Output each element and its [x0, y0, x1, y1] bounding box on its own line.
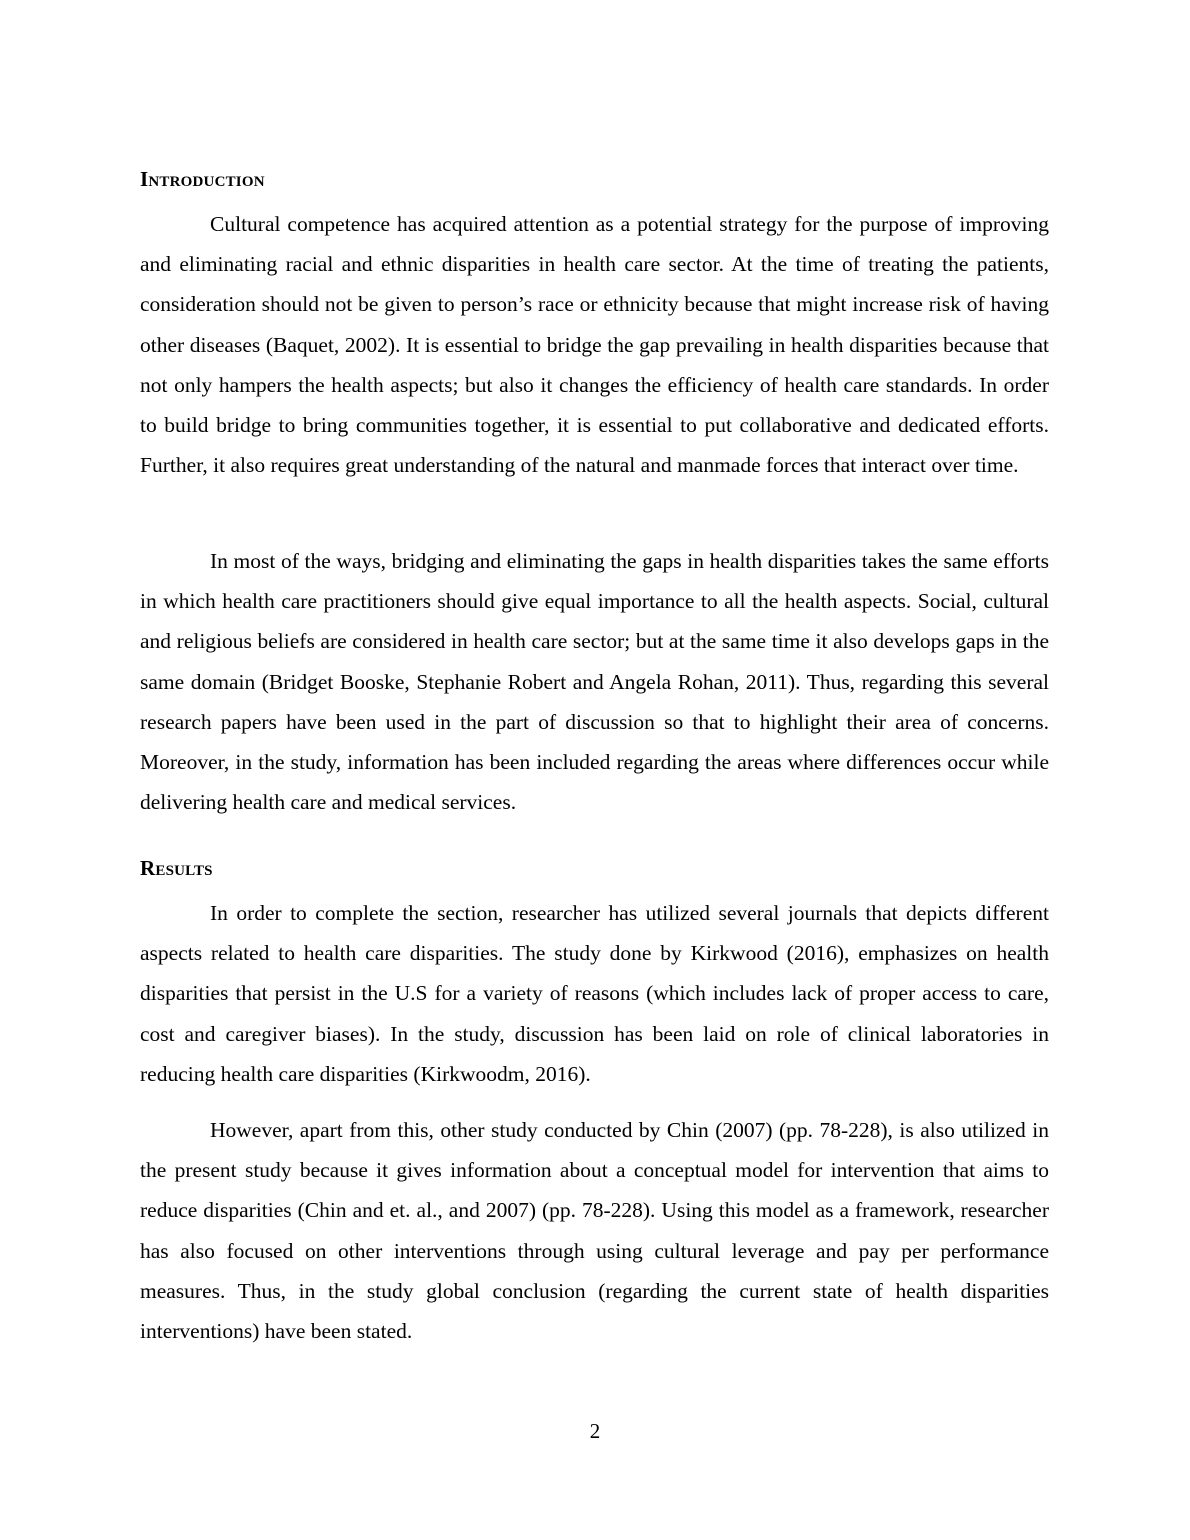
page-number: 2 — [589, 1419, 601, 1443]
results-heading: Results — [140, 856, 213, 880]
results-paragraph-1: In order to complete the section, researcher has utilized several journals that depicts different aspects related to health care disparities. The study done by Kirkwood (2016), emphasizes on health disparities that persist in the U.S for a variety of reasons (which includes lack of proper access to care, cost and caregiver biases). In the study, discussion has been laid on role of clinical laboratories in reducing health care disparities (Kirkwoodm, 2016). — [140, 901, 1049, 1086]
introduction-paragraph-1: Cultural competence has acquired attention as a potential strategy for the purpose of improving and eliminating racial and ethnic disparities in health care sector. At the time of treating the patients, consideration should not be given to person’s race or ethnicity because that might increase risk of having other diseases (Baquet, 2002). It is essential to bridge the gap prevailing in health disparities because that not only hampers the health aspects; but also it changes the efficiency of health care standards. In order to build bridge to bring communities together, it is essential to put collaborative and dedicated efforts. Further, it also requires great understanding of the natural and manmade forces that interact over time. — [140, 212, 1049, 478]
results-paragraph-2: However, apart from this, other study conducted by Chin (2007) (pp. 78-228), is also utilized in the present study because it gives information about a conceptual model for intervention that aims to reduce disparities (Chin and et. al., and 2007) (pp. 78-228). Using this model as a framework, researcher has also focused on other interventions through using cultural leverage and pay per performance measures. Thus, in the study global conclusion (regarding the current state of health disparities interventions) have been stated. — [140, 1118, 1049, 1344]
introduction-paragraph-2: In most of the ways, bridging and eliminating the gaps in health disparities takes the same efforts in which health care practitioners should give equal importance to all the health aspects. Social, cultural and religious beliefs are considered in health care sector; but at the same time it also develops gaps in the same domain (Bridget Booske, Stephanie Robert and Angela Rohan, 2011). Thus, regarding this several research papers have been used in the part of discussion so that to highlight their area of concerns. Moreover, in the study, information has been included regarding the areas where differences occur while delivering health care and medical services. — [140, 549, 1049, 815]
introduction-heading: Introduction — [140, 167, 265, 191]
